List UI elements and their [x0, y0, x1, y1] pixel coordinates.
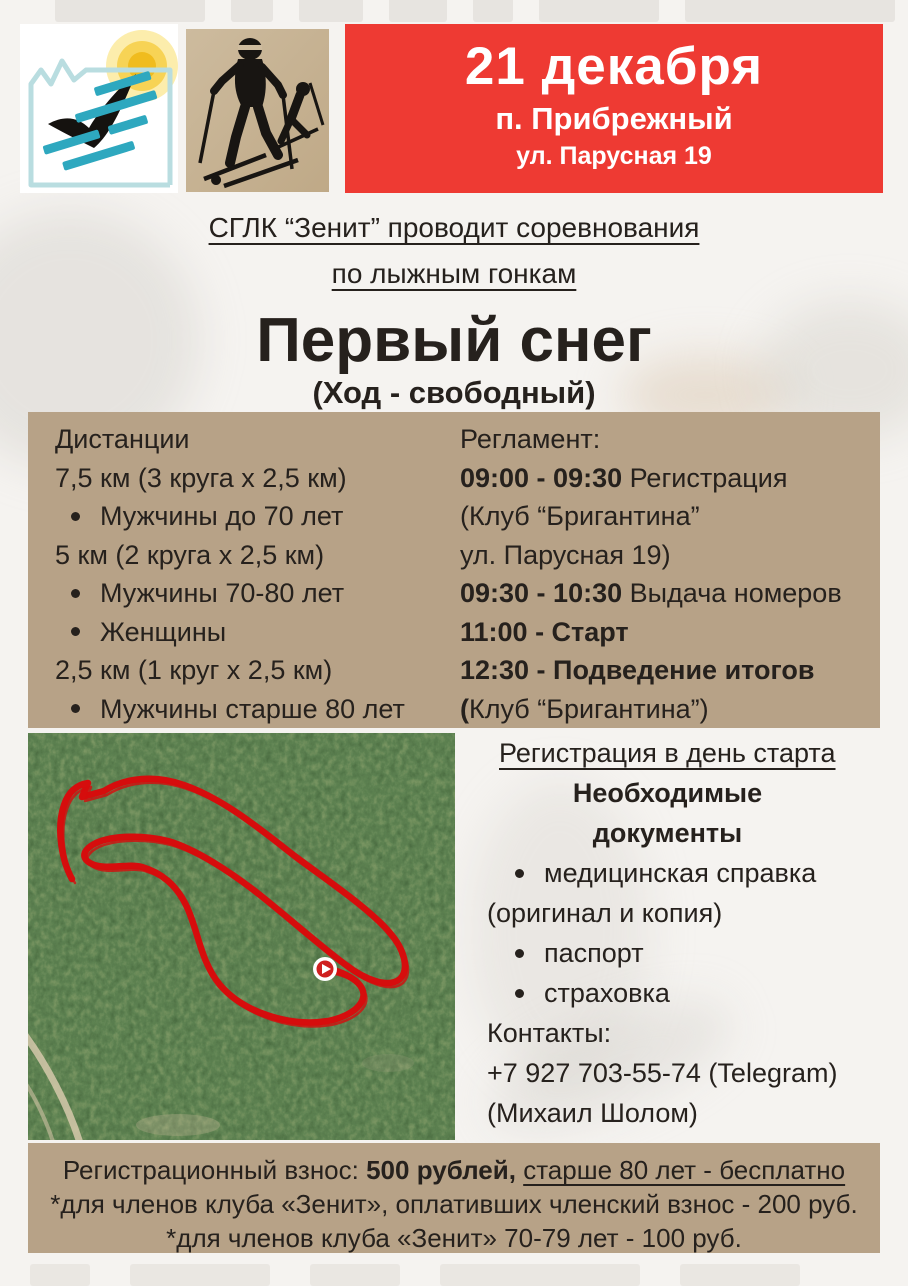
registration-column	[455, 733, 908, 1140]
intro-line-2: по лыжным гонкам	[331, 258, 577, 289]
distances-column	[55, 420, 460, 728]
schedule-item: ул. Парусная 19)	[460, 539, 671, 570]
play-button[interactable]	[313, 957, 337, 981]
doc-item: медицинская справка	[487, 853, 908, 893]
category-item: Женщины	[55, 613, 460, 652]
schedule-item: 12:30 - Подведение итогов	[460, 655, 815, 685]
schedule-item: 11:00 - Старт	[460, 616, 629, 647]
registration-title: Регистрация в день старта	[499, 738, 836, 768]
satellite-map-image	[28, 733, 455, 1140]
bullet-dot	[71, 704, 80, 713]
bullet-dot	[515, 989, 524, 998]
distance-item: 2,5 км (1 круг х 2,5 км)	[55, 655, 333, 685]
schedule-column	[460, 420, 880, 728]
fee-panel	[28, 1143, 880, 1253]
event-street: ул. Парусная 19	[516, 142, 712, 170]
schedule-item: 09:30 - 10:30 Выдача номеров	[460, 578, 842, 608]
info-panel	[28, 412, 880, 728]
doc-item-note: (оригинал и копия)	[487, 898, 723, 928]
page-subtitle: (Ход - свободный)	[312, 375, 596, 410]
faded-letters-bottom	[30, 1264, 800, 1280]
bullet-dot	[515, 949, 524, 958]
event-banner	[345, 24, 883, 193]
schedule-heading: Регламент:	[460, 424, 601, 454]
event-date: 21 декабря	[464, 37, 764, 96]
doc-item: паспорт	[487, 933, 908, 973]
header	[20, 24, 883, 193]
fee-line-2: *для членов клуба «Зенит», оплативших членский взнос - 200 руб.	[50, 1189, 858, 1219]
intro-line-1: СГЛК “Зенит” проводит соревнования	[208, 212, 700, 243]
contacts-label: Контакты:	[487, 1018, 612, 1048]
category-item: Мужчины до 70 лет	[55, 497, 460, 536]
bullet-dot	[71, 589, 80, 598]
bullet-dot	[515, 869, 524, 878]
intro-text	[0, 205, 908, 297]
course-map	[28, 733, 455, 1140]
distance-item: 7,5 км (3 круга х 2,5 км)	[55, 462, 347, 493]
map-section	[28, 733, 908, 1140]
schedule-item: 09:00 - 09:30 Регистрация	[460, 462, 788, 493]
distance-item: 5 км (2 круга х 2,5 км)	[55, 539, 325, 570]
category-item: Мужчины старше 80 лет	[55, 690, 460, 729]
docs-heading-line2: документы	[592, 818, 743, 848]
contact-phone: +7 927 703-55-74 (Telegram)	[487, 1058, 838, 1088]
mountain-sun-check-logo-icon	[20, 24, 178, 193]
fee-line-1: Регистрационный взнос: 500 рублей, старше 80 лет - бесплатно	[62, 1155, 846, 1185]
schedule-item: (Клуб “Бригантина”	[460, 501, 700, 531]
doc-item: страховка	[487, 973, 908, 1013]
page-title: Первый снег	[256, 306, 652, 375]
skiers-image	[186, 29, 329, 192]
event-place: п. Прибрежный	[495, 101, 733, 136]
fee-line-3: *для членов клуба «Зенит» 70-79 лет - 100 руб.	[166, 1223, 742, 1253]
distances-heading: Дистанции	[55, 424, 190, 454]
category-item: Мужчины 70-80 лет	[55, 574, 460, 613]
faded-letters-top	[55, 0, 908, 26]
bullet-dot	[71, 627, 80, 636]
contact-name: (Михаил Шолом)	[487, 1098, 698, 1128]
cross-country-skiers-icon	[186, 29, 329, 192]
schedule-item: (Клуб “Бригантина”)	[460, 693, 709, 724]
docs-heading-line1: Необходимые	[572, 778, 763, 808]
bullet-dot	[71, 512, 80, 521]
club-logo	[20, 24, 178, 193]
